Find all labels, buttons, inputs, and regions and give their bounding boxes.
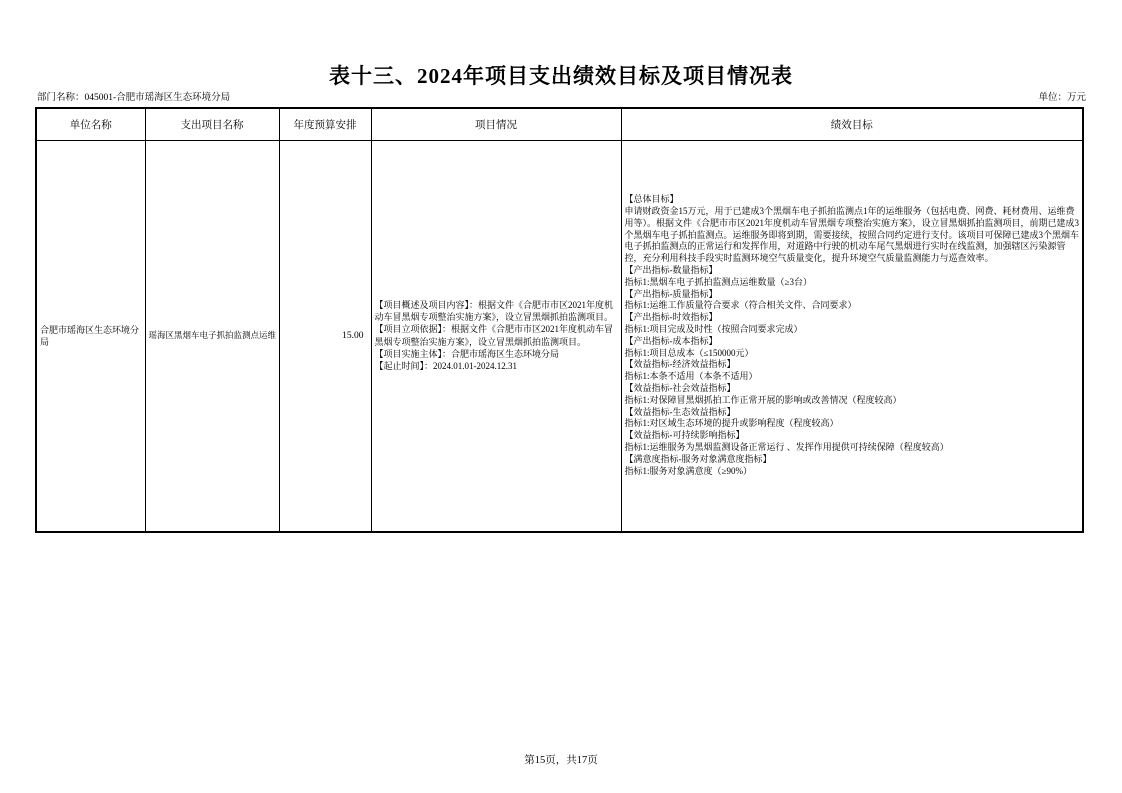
target-section-content: 申请财政资金15万元，用于已建成3个黑烟车电子抓拍监测点1年的运维服务（包括电费、网费、耗材费用、运维费用等）。根据文件《合肥市市区2021年度机动车冒黑烟专项整治实施方案》，设立冒黑烟抓拍监测项目，前期已建成3个黑烟车电子抓拍监测点。运维服务即将到期，需要接续，按照合同约定进行支付。该项目可保障已建成3个黑烟车电子抓拍监测点的正常运行和发挥作用，对道路中行驶的机动车尾气黑烟进行实时在线监测，加强辖区污染源管控，充分利用科技手段实时监测环境空气质量变化，提升环境空气质量监测能力与巡查效率。 <box>624 205 1080 264</box>
annual-budget-cell: 15.00 <box>279 140 371 532</box>
target-section-content: 指标1:项目完成及时性（按照合同要求完成） <box>624 323 803 334</box>
target-section-header: 【产出指标-时效指标】 <box>624 312 718 323</box>
target-section-header: 【产出指标-数量指标】 <box>624 264 718 275</box>
target-section-content: 指标1:对保障冒黑烟抓拍工作正常开展的影响或改善情况（程度较高） <box>624 394 902 405</box>
target-section-content: 指标1:运维工作质量符合要求（符合相关文件、合同要求） <box>624 300 857 311</box>
project-info-label: 【项目立项依据】： <box>374 324 452 335</box>
project-info-text: 2024.01.01-2024.12.31 <box>433 361 518 372</box>
performance-targets-cell <box>621 140 1083 532</box>
target-section-content: 指标1:本条不适用（本条不适用） <box>624 371 758 382</box>
target-section <box>625 383 1080 407</box>
header-row <box>36 108 1083 140</box>
project-info-label: 【项目实施主体】： <box>374 349 452 360</box>
target-section-header: 【效益指标-可持续影响指标】 <box>624 430 745 441</box>
target-section <box>625 454 1080 478</box>
target-section-header: 【总体目标】 <box>624 194 679 205</box>
column-header-project-info: 项目情况 <box>371 108 621 140</box>
performance-table <box>35 107 1084 533</box>
meta-row <box>37 92 1086 104</box>
target-section-content: 指标1:运维服务为黑烟监测设备正常运行 、发挥作用提供可持续保障（程度较高） <box>624 441 949 452</box>
table-row <box>36 140 1083 532</box>
column-header-unit-name: 单位名称 <box>36 108 145 140</box>
target-section-header: 【效益指标-社会效益指标】 <box>624 382 736 393</box>
target-section <box>625 194 1080 265</box>
target-section <box>625 359 1080 383</box>
column-header-annual-budget: 年度预算安排 <box>279 108 371 140</box>
target-section-content: 指标1:黑烟车电子抓拍监测点运维数量（≥3台） <box>624 276 812 287</box>
unit-name-cell: 合肥市瑶海区生态环境分局 <box>36 140 145 532</box>
target-section <box>625 312 1080 336</box>
page-number: 第15页，共17页 <box>524 755 598 766</box>
target-section-header: 【效益指标-生态效益指标】 <box>624 406 736 417</box>
project-info-cell <box>371 140 621 532</box>
target-section <box>625 407 1080 431</box>
project-info-label: 【项目概述及项目内容】： <box>374 299 479 310</box>
unit-label: 单位：万元 <box>1038 93 1086 103</box>
department-label: 部门名称：045001-合肥市瑶海区生态环境分局 <box>37 93 231 103</box>
column-header-performance-targets: 绩效目标 <box>621 108 1083 140</box>
project-info-label: 【起止时间】： <box>374 361 434 372</box>
project-info-text: 根据文件《合肥市市区2021年度机动车冒黑烟专项整治实施方案》，设立冒黑烟抓拍监测项目。 <box>374 299 614 323</box>
target-section <box>625 265 1080 289</box>
target-section <box>625 336 1080 360</box>
target-section-header: 【满意度指标-服务对象满意度指标】 <box>624 453 772 464</box>
target-section-header: 【效益指标-经济效益指标】 <box>624 359 736 370</box>
page-title: 表十三、2024年项目支出绩效目标及项目情况表 <box>329 64 793 88</box>
project-info-item <box>375 323 618 348</box>
project-info-item <box>375 299 618 324</box>
target-section-header: 【产出指标-质量指标】 <box>624 288 718 299</box>
target-section-content: 指标1:服务对象满意度（≥90%） <box>624 465 752 476</box>
project-name-cell: 瑶海区黑烟车电子抓拍监测点运维 <box>145 140 279 532</box>
column-header-project-name: 支出项目名称 <box>145 108 279 140</box>
target-section <box>625 289 1080 313</box>
target-section-content: 指标1:对区域生态环境的提升或影响程度（程度较高） <box>624 418 839 429</box>
target-section-header: 【产出指标-成本指标】 <box>624 335 718 346</box>
project-info-text: 根据文件《合肥市市区2021年度机动车冒黑烟专项整治实施方案》，设立冒黑烟抓拍监测项目。 <box>374 324 614 347</box>
target-section-content: 指标1:项目总成本（≤150000元） <box>624 347 754 358</box>
project-info-item <box>375 360 618 372</box>
target-section <box>625 430 1080 454</box>
project-info-item <box>375 348 618 360</box>
project-info-text: 合肥市瑶海区生态环境分局 <box>451 349 560 360</box>
